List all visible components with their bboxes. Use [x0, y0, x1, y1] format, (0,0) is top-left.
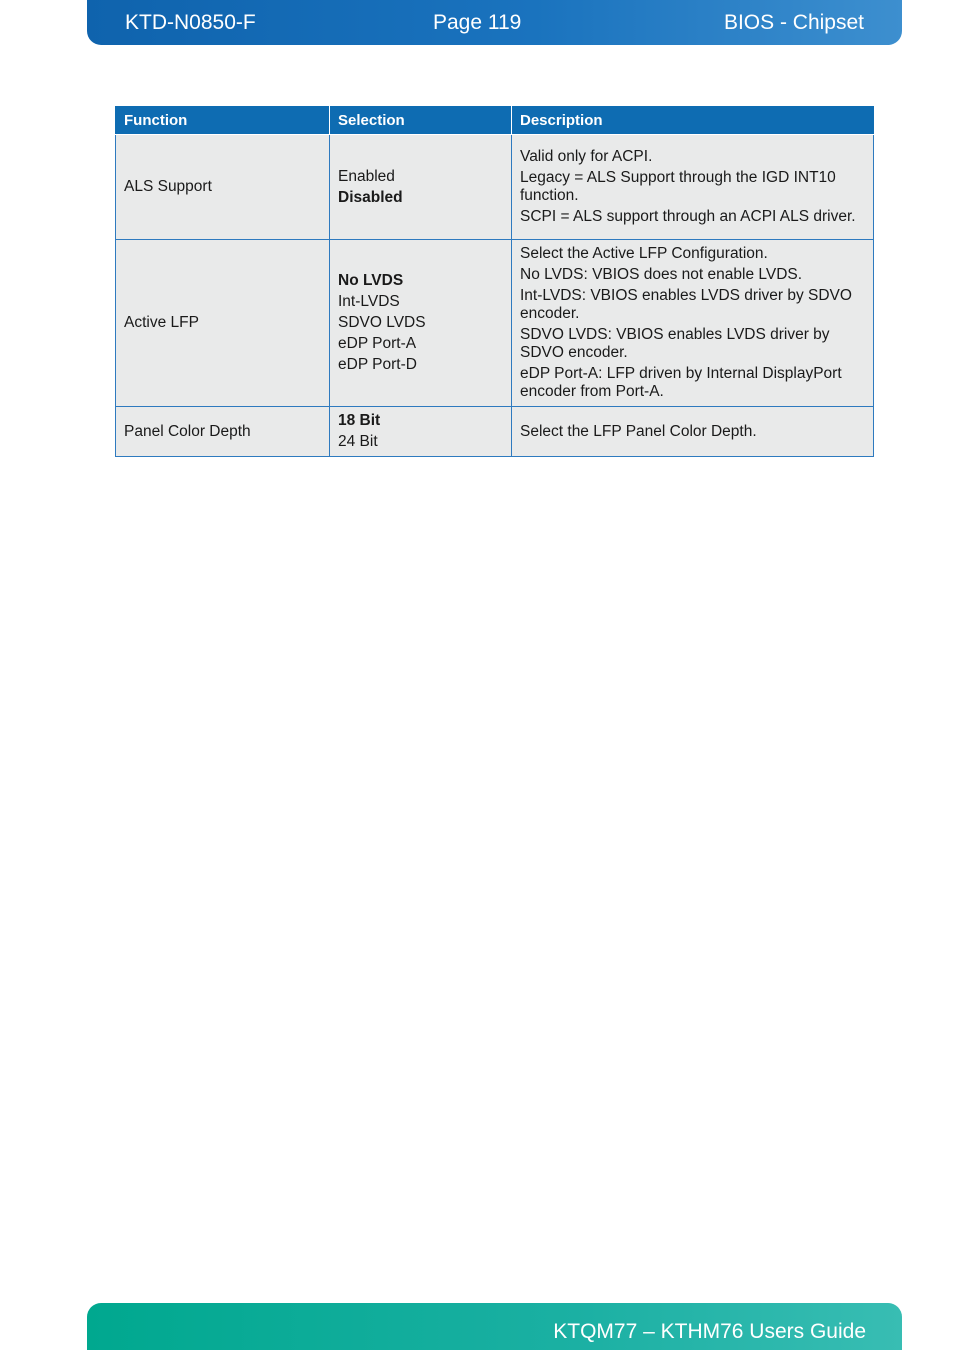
selection-cell	[330, 135, 512, 240]
function-cell: ALS Support	[116, 135, 330, 240]
column-header-function: Function	[116, 107, 330, 135]
column-header-selection: Selection	[330, 107, 512, 135]
function-cell: Panel Color Depth	[116, 407, 330, 457]
selection-cell	[330, 240, 512, 407]
table-row	[116, 135, 874, 240]
guide-title: KTQM77 – KTHM76 Users Guide	[553, 1320, 866, 1343]
description-cell	[512, 240, 874, 407]
selection-option: eDP Port-A	[338, 335, 417, 352]
doc-id: KTD-N0850-F	[125, 11, 256, 34]
selection-option: Int-LVDS	[338, 293, 400, 310]
description-line: No LVDS: VBIOS does not enable LVDS.	[520, 266, 803, 283]
description-line: Select the Active LFP Configuration.	[520, 245, 768, 262]
selection-option: eDP Port-D	[338, 356, 417, 373]
description-line: SDVO LVDS: VBIOS enables LVDS driver by SDVO encoder.	[520, 326, 830, 361]
page-header	[87, 0, 902, 45]
table-body	[116, 135, 874, 457]
selection-option: Disabled	[338, 188, 403, 206]
column-header-description: Description	[512, 107, 874, 135]
selection-option: No LVDS	[338, 272, 404, 289]
description-line: Int-LVDS: VBIOS enables LVDS driver by SDVO encoder.	[520, 287, 852, 322]
table-row	[116, 240, 874, 407]
selection-option: 24 Bit	[338, 433, 378, 450]
selection-option: SDVO LVDS	[338, 314, 426, 331]
page-number: Page 119	[433, 11, 522, 34]
function-cell: Active LFP	[116, 240, 330, 407]
table-row	[116, 407, 874, 457]
selection-cell	[330, 407, 512, 457]
description-line: eDP Port-A: LFP driven by Internal DisplayPort encoder from Port-A.	[520, 365, 842, 400]
section-title: BIOS - Chipset	[723, 11, 864, 34]
description-line: Valid only for ACPI.	[520, 148, 653, 165]
bios-settings-table-wrapper	[115, 106, 873, 457]
description-line: Select the LFP Panel Color Depth.	[520, 422, 757, 440]
description-cell	[512, 135, 874, 240]
page-footer	[87, 1303, 902, 1350]
bios-settings-table	[115, 106, 874, 457]
table-header-row	[116, 107, 874, 135]
description-line: Legacy = ALS Support through the IGD INT10 function.	[520, 169, 836, 204]
selection-option: 18 Bit	[338, 412, 381, 429]
description-cell	[512, 407, 874, 457]
selection-option: Enabled	[338, 167, 395, 185]
description-line: SCPI = ALS support through an ACPI ALS driver.	[520, 208, 856, 225]
